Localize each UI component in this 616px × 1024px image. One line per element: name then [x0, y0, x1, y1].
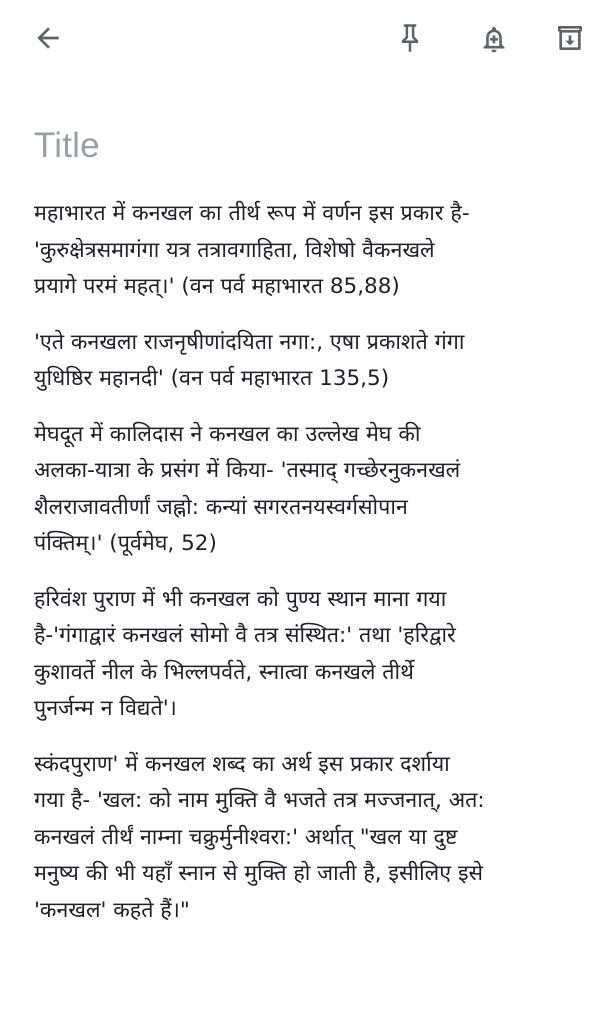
note-paragraph: मेघदूत में कालिदास ने कनखल का उल्लेख मेघ की अलका-यात्रा के प्रसंग में किया- 'तस्माद् गच्छेरनुकनखलं शैलराजावतीर्णां जह्नो: कन्यां सगरतनयस्वर्गसोपान पंक्तिम्।' (पूर्वमेघ, 52) — [34, 421, 461, 556]
archive-icon — [554, 22, 586, 54]
note-paragraph: महाभारत में कनखल का तीर्थ रूप में वर्णन इस प्रकार है- 'कुरुक्षेत्रसमागंगा यत्र तत्रावगाहिता, विशेषो वैकनखले प्रयागे परमं महत्।' (वन पर्व महाभारत 85,88) — [34, 201, 470, 299]
note-paragraph: हरिवंश पुराण में भी कनखल को पुण्य स्थान माना गया है-'गंगाद्वारं कनखलं सोमो वै तत्र संस्थित:' तथा 'हरिद्वारे कुशावर्ते नील के भिल्लपर्वते, स्नात्वा कनखले तीर्थे पुनर्जन्म न विद्यते'। — [34, 586, 456, 721]
pin-button[interactable] — [386, 14, 434, 62]
arrow-back-icon — [32, 22, 64, 54]
back-button[interactable] — [24, 14, 72, 62]
note-title-input[interactable]: Title — [34, 126, 100, 165]
note-body-text[interactable] — [34, 196, 594, 948]
archive-button[interactable] — [546, 14, 594, 62]
pin-icon — [395, 21, 425, 55]
add-reminder-button[interactable] — [470, 14, 518, 62]
note-paragraph: स्कंदपुराण' में कनखल शब्द का अर्थ इस प्रकार दर्शाया गया है- 'खल: को नाम मुक्ति वै भजते तत्र मज्जनात्, अत: कनखलं तीर्थं नाम्ना चक्रुर्मुनीश्वरा:' अर्थात् "खल या दुष्ट मनुष्य की भी यहाँ स्नान से मुक्ति हो जाती है, इसीलिए इसे 'कनखल' कहते हैं।" — [34, 751, 485, 923]
note-toolbar — [0, 0, 616, 78]
add-reminder-bell-icon — [478, 21, 510, 55]
note-paragraph: 'एते कनखला राजनृषीणांदयिता नगा:, एषा प्रकाशते गंगा युधिष्ठिर महानदी' (वन पर्व महाभारत 135,5) — [34, 329, 465, 391]
